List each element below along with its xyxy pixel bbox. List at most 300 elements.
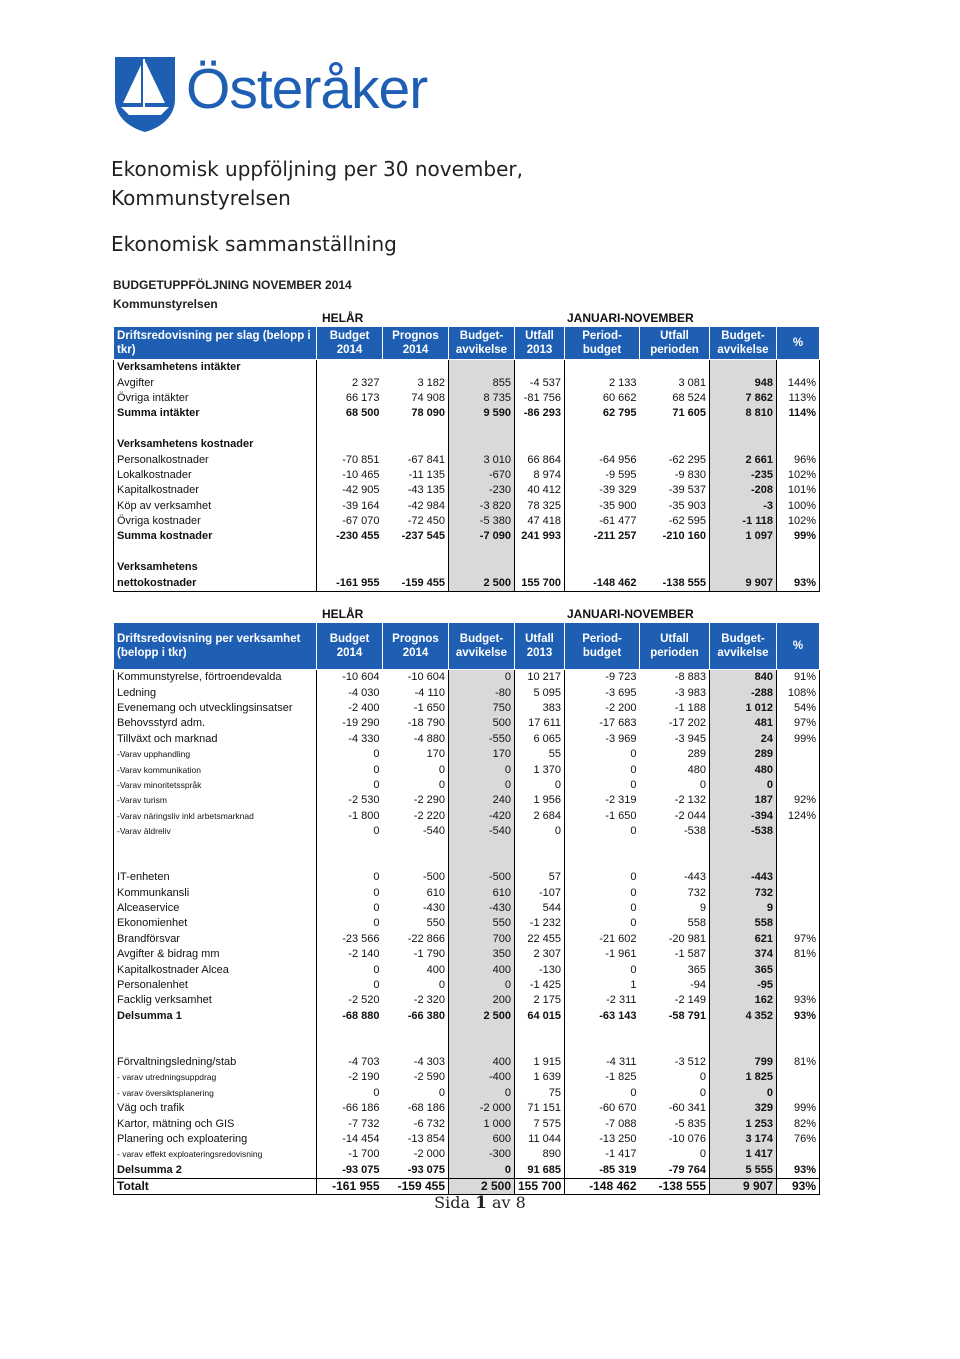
row-value: -148 462: [565, 575, 640, 591]
row-label: [114, 839, 317, 854]
row-value: 101%: [777, 483, 820, 498]
row-value: 78 090: [411, 407, 445, 420]
row-label: Planering och exploatering: [114, 1132, 317, 1147]
row-value: [515, 855, 565, 870]
row-value: [710, 437, 777, 452]
row-value: 289: [710, 747, 777, 762]
row-value: [710, 545, 777, 560]
row-label: Kartor, mätning och GIS: [114, 1116, 317, 1131]
row-value: 240: [449, 793, 515, 808]
row-value: -13 250: [565, 1132, 640, 1147]
row-value: [317, 560, 383, 575]
row-value: -72 450: [407, 515, 445, 528]
row-value: 2 500: [449, 1178, 515, 1194]
row-value: 96%: [777, 452, 820, 467]
row-label: - varav översiktsplanering: [114, 1086, 317, 1101]
row-value: -2 320: [413, 994, 445, 1007]
row-value: 365: [710, 962, 777, 977]
row-value: -1 587: [674, 948, 706, 961]
row-value: -1 118: [710, 514, 777, 529]
table-row: [114, 437, 820, 452]
row-value: [317, 360, 383, 376]
row-value: -430: [449, 901, 515, 916]
row-value: -93 075: [342, 1163, 380, 1176]
header-cell-line: avvikelse: [717, 344, 769, 356]
row-label: -Varav kommunikation: [114, 762, 317, 777]
row-label: Kommunstyrelse, förtroendevalda: [114, 670, 317, 686]
row-value: -500: [422, 871, 445, 884]
row-value: 40 412: [515, 483, 565, 498]
header-cell-line: 2014: [402, 647, 429, 659]
row-label: Ekonomienhet: [114, 916, 317, 931]
row-value: 0: [565, 762, 640, 777]
row-value: 97%: [777, 932, 820, 947]
row-value: 75: [515, 1086, 565, 1101]
table-row: [114, 685, 820, 700]
header-cell: [565, 327, 640, 360]
row-value: [515, 560, 565, 575]
row-value: 78 325: [515, 499, 565, 514]
header-cell: [449, 327, 515, 360]
row-value: [383, 560, 449, 575]
row-value: [710, 1024, 777, 1039]
row-label: Verksamhetens kostnader: [114, 437, 317, 452]
header-cell: [710, 327, 777, 360]
row-value: [777, 1024, 820, 1039]
row-value: 383: [515, 701, 565, 716]
row-value: -2 220: [413, 809, 445, 822]
header-cell-line: avvikelse: [717, 647, 769, 659]
row-value: 855: [449, 375, 515, 390]
row-value: 0: [438, 1086, 445, 1099]
row-value: [565, 422, 640, 437]
row-value: 2 327: [351, 376, 380, 389]
table-row: [114, 778, 820, 793]
row-value: 1: [565, 978, 640, 993]
row-value: 71 605: [672, 407, 706, 420]
header-cell-line: perioden: [650, 344, 699, 356]
row-value: -138 555: [640, 1178, 710, 1194]
row-label: Avgifter & bidrag mm: [114, 947, 317, 962]
table-row: [114, 962, 820, 977]
table-row: [114, 1147, 820, 1162]
row-value: -68 186: [407, 1102, 445, 1115]
brand-name: Österåker: [186, 57, 428, 121]
row-value: -7 090: [449, 529, 515, 544]
header-cell-line: Utfall: [660, 330, 689, 342]
row-value: -20 981: [668, 932, 706, 945]
row-value: -670: [449, 468, 515, 483]
row-value: -1 800: [348, 809, 380, 822]
row-value: 481: [710, 716, 777, 731]
table-row: [114, 809, 820, 824]
unit-label: Kommunstyrelsen: [113, 297, 218, 311]
row-value: [317, 1024, 383, 1039]
row-value: -35 903: [668, 499, 706, 512]
row-value: [449, 437, 515, 452]
row-value: -9 595: [565, 468, 640, 483]
row-value: 108%: [777, 685, 820, 700]
row-value: 0: [515, 824, 565, 839]
row-value: 2 500: [449, 1009, 515, 1024]
row-value: -161 955: [317, 575, 383, 591]
row-value: -22 866: [407, 932, 445, 945]
row-value: 0: [373, 1086, 380, 1099]
row-value: 5 095: [515, 685, 565, 700]
header-cell-line: budget: [582, 344, 622, 356]
row-value: -85 319: [565, 1163, 640, 1179]
table-row: [114, 545, 820, 560]
row-value: [777, 1070, 820, 1085]
row-value: [777, 839, 820, 854]
row-value: 170: [426, 748, 445, 761]
row-value: 66 864: [515, 452, 565, 467]
row-value: 0: [565, 824, 640, 839]
row-value: -4 703: [348, 1055, 380, 1068]
row-value: -70 851: [342, 453, 380, 466]
header-cell: [515, 327, 565, 360]
row-value: -67 070: [342, 515, 380, 528]
header-cell-line: 2013: [526, 344, 553, 356]
row-value: -4 311: [565, 1055, 640, 1070]
row-value: 162: [710, 993, 777, 1008]
row-value: -1 417: [565, 1147, 640, 1162]
row-value: [777, 916, 820, 931]
header-cell-line: Budget-: [459, 633, 504, 645]
row-value: [515, 360, 565, 376]
row-value: -4 537: [515, 375, 565, 390]
row-value: 0: [438, 763, 445, 776]
row-value: 82%: [777, 1116, 820, 1131]
row-value: [317, 545, 383, 560]
row-value: -210 160: [662, 530, 706, 543]
header-cell-line: 2013: [526, 647, 553, 659]
table-row: [114, 747, 820, 762]
row-value: 6 065: [515, 732, 565, 747]
row-value: -3 820: [449, 499, 515, 514]
row-value: 0: [449, 762, 515, 777]
row-value: 0: [565, 901, 640, 916]
row-value: -86 293: [515, 406, 565, 421]
row-value: 400: [449, 962, 515, 977]
row-value: 558: [687, 917, 706, 930]
row-value: -93 075: [407, 1163, 445, 1176]
row-label: -Varav turism: [114, 793, 317, 808]
row-value: 0: [373, 902, 380, 915]
row-value: 0: [565, 885, 640, 900]
row-value: -420: [449, 809, 515, 824]
row-value: [640, 545, 710, 560]
row-value: [777, 870, 820, 885]
row-value: -4 110: [414, 686, 445, 699]
header-cell: [515, 623, 565, 670]
row-label: IT-enheten: [114, 870, 317, 885]
row-value: [449, 422, 515, 437]
row-value: 91 685: [515, 1163, 565, 1179]
row-value: [565, 1024, 640, 1039]
row-value: 0: [565, 1086, 640, 1101]
row-value: -1 650: [413, 701, 445, 714]
row-value: [449, 839, 515, 854]
row-value: -3 512: [674, 1055, 706, 1068]
row-value: -3: [710, 499, 777, 514]
row-value: 64 015: [515, 1009, 565, 1024]
row-value: 500: [449, 716, 515, 731]
row-value: 480: [687, 763, 706, 776]
row-value: -3 945: [674, 732, 706, 745]
row-label: Summa intäkter: [114, 406, 317, 421]
row-value: [640, 437, 710, 452]
table-row: [114, 901, 820, 916]
row-value: 102%: [777, 514, 820, 529]
row-value: -1 650: [565, 809, 640, 824]
row-value: [777, 437, 820, 452]
row-value: [565, 437, 640, 452]
row-value: -7 088: [565, 1116, 640, 1131]
row-value: 1 639: [515, 1070, 565, 1085]
table-row: [114, 824, 820, 839]
row-value: [515, 839, 565, 854]
row-value: -230 455: [336, 530, 380, 543]
row-value: -208: [710, 483, 777, 498]
row-value: 329: [710, 1101, 777, 1116]
header-cell-line: Budget: [329, 330, 370, 342]
row-value: -159 455: [383, 1178, 449, 1194]
row-value: [317, 1039, 383, 1054]
table-row: [114, 391, 820, 406]
header-cell-line: 2014: [336, 647, 363, 659]
row-value: [383, 437, 449, 452]
table-row: [114, 716, 820, 731]
row-value: 170: [449, 747, 515, 762]
row-label: Evenemang och utvecklingsinsatser: [114, 701, 317, 716]
table-row: [114, 1039, 820, 1054]
row-value: [777, 824, 820, 839]
row-value: 0: [710, 1086, 777, 1101]
row-value: -230: [449, 483, 515, 498]
row-value: 2 500: [449, 575, 515, 591]
table-row: [114, 375, 820, 390]
row-value: 750: [449, 701, 515, 716]
row-label: Delsumma 1: [114, 1009, 317, 1024]
row-value: -2 000: [413, 1148, 445, 1161]
table-row: [114, 932, 820, 947]
row-value: [565, 560, 640, 575]
row-value: 93%: [777, 993, 820, 1008]
row-value: [383, 545, 449, 560]
row-value: -14 454: [342, 1132, 380, 1145]
row-value: [317, 422, 383, 437]
table-row: [114, 978, 820, 993]
row-label: - varav utredningsuppdrag: [114, 1070, 317, 1085]
row-value: 2 133: [565, 375, 640, 390]
row-value: -211 257: [565, 529, 640, 544]
header-cell-line: avvikelse: [455, 344, 508, 356]
row-value: [640, 360, 710, 376]
row-value: 610: [426, 886, 445, 899]
row-label: Kommunkansli: [114, 885, 317, 900]
row-value: 124%: [777, 809, 820, 824]
row-value: 93%: [777, 1163, 820, 1179]
row-value: -10 604: [407, 671, 445, 684]
row-value: [449, 560, 515, 575]
row-value: 0: [438, 778, 445, 791]
row-value: [710, 1039, 777, 1054]
row-value: 93%: [777, 1009, 820, 1024]
row-value: 0: [565, 962, 640, 977]
row-value: 5 555: [710, 1163, 777, 1179]
row-value: -10 465: [342, 468, 380, 481]
row-value: 47 418: [515, 514, 565, 529]
row-value: [710, 855, 777, 870]
row-value: -2 590: [413, 1071, 445, 1084]
row-value: 0: [373, 979, 380, 991]
row-value: -3 969: [565, 732, 640, 747]
row-value: -21 602: [565, 932, 640, 947]
row-value: [565, 839, 640, 854]
row-value: -39 164: [342, 499, 380, 512]
row-value: 4 352: [710, 1009, 777, 1024]
row-value: 100%: [777, 499, 820, 514]
row-label: Övriga kostnader: [114, 514, 317, 529]
row-value: 1 417: [710, 1147, 777, 1162]
row-value: [383, 855, 449, 870]
row-value: 400: [449, 1055, 515, 1070]
row-value: 621: [710, 932, 777, 947]
row-value: -443: [683, 871, 706, 884]
row-label: Övriga intäkter: [114, 391, 317, 406]
row-value: 0: [449, 1086, 515, 1101]
row-value: -63 143: [565, 1009, 640, 1024]
table-row: [114, 514, 820, 529]
row-value: 0: [449, 778, 515, 793]
row-label: -Varav näringsliv inkl arbetsmarknad: [114, 809, 317, 824]
table-row: [114, 529, 820, 544]
row-value: -94: [690, 979, 706, 991]
row-label: Kapitalkostnader Alcea: [114, 962, 317, 977]
row-value: [777, 545, 820, 560]
table-row: [114, 560, 820, 575]
row-value: 9 907: [710, 575, 777, 591]
row-value: -500: [449, 870, 515, 885]
row-value: 0: [449, 1163, 515, 1179]
header-cell-line: avvikelse: [455, 647, 508, 659]
row-value: [777, 422, 820, 437]
row-value: -443: [710, 870, 777, 885]
row-value: 0: [373, 778, 380, 791]
row-value: [383, 360, 449, 376]
table-row: [114, 732, 820, 747]
row-value: -138 555: [640, 575, 710, 591]
table-row: [114, 839, 820, 854]
row-value: 0: [373, 825, 380, 838]
row-value: -62 595: [668, 515, 706, 528]
table-row: [114, 468, 820, 483]
osteraker-logo: [113, 55, 453, 135]
row-value: 22 455: [515, 932, 565, 947]
row-value: [777, 360, 820, 376]
row-value: -39 329: [565, 483, 640, 498]
row-value: -1 961: [565, 947, 640, 962]
header-cell-line: Budget-: [459, 330, 504, 342]
row-value: 114%: [777, 406, 820, 421]
header-cell-line: Budget-: [721, 633, 765, 645]
row-value: 9: [710, 901, 777, 916]
row-value: -11 135: [408, 468, 445, 481]
row-value: 9: [699, 902, 706, 915]
row-value: [777, 855, 820, 870]
row-value: -60 670: [565, 1101, 640, 1116]
row-label: Förvaltningsledning/stab: [114, 1055, 317, 1070]
row-value: 289: [687, 748, 706, 761]
row-value: 3 182: [417, 376, 445, 389]
table-row: [114, 993, 820, 1008]
row-value: 550: [449, 916, 515, 931]
table-row: [114, 916, 820, 931]
row-value: 81%: [777, 1055, 820, 1070]
table-header-row: [114, 623, 820, 670]
row-label: Personalkostnader: [114, 452, 317, 467]
row-value: 200: [449, 993, 515, 1008]
row-value: -400: [449, 1070, 515, 1085]
row-value: 99%: [777, 732, 820, 747]
row-value: 0: [565, 870, 640, 885]
header-label: Driftsredovisning per slag (belopp i tkr): [114, 327, 317, 360]
row-value: -2 149: [674, 994, 706, 1007]
table-row: [114, 499, 820, 514]
row-value: -60 341: [668, 1102, 706, 1115]
row-value: -67 841: [407, 453, 445, 466]
header-cell: [383, 327, 449, 360]
row-value: 600: [449, 1132, 515, 1147]
row-value: 0: [449, 670, 515, 686]
header-cell-line: Budget: [329, 633, 370, 645]
row-value: -43 135: [407, 484, 445, 497]
row-label: Verksamhetens: [114, 560, 317, 575]
row-value: 57: [515, 870, 565, 885]
header-cell-line: Utfall: [525, 633, 554, 645]
table-row: [114, 1070, 820, 1085]
row-value: 11 044: [515, 1132, 565, 1147]
row-value: -79 764: [668, 1163, 706, 1176]
row-value: -6 732: [413, 1117, 445, 1130]
row-value: -4 330: [348, 732, 380, 745]
row-value: 0: [699, 778, 706, 791]
row-value: -58 791: [668, 1009, 706, 1022]
header-label: Driftsredovisning per verksamhet (belopp i tkr): [114, 623, 317, 670]
row-label: [114, 1024, 317, 1039]
row-value: [640, 1024, 710, 1039]
row-value: 93%: [777, 575, 820, 591]
row-value: -300: [449, 1147, 515, 1162]
row-value: 9 907: [710, 1178, 777, 1194]
header-cell: [449, 623, 515, 670]
table-by-activity: [113, 622, 820, 1195]
row-value: [449, 360, 515, 376]
row-value: 0: [699, 1086, 706, 1099]
row-value: [777, 885, 820, 900]
row-value: -2 400: [348, 701, 380, 714]
row-value: 8 810: [710, 406, 777, 421]
row-value: 8 974: [515, 468, 565, 483]
row-value: 700: [449, 932, 515, 947]
row-value: [640, 560, 710, 575]
page-footer: Sida 1 av 8: [434, 1193, 526, 1213]
row-value: 0: [438, 979, 445, 991]
row-value: -148 462: [565, 1178, 640, 1194]
table-row: [114, 1009, 820, 1024]
row-value: 93%: [777, 1178, 820, 1194]
